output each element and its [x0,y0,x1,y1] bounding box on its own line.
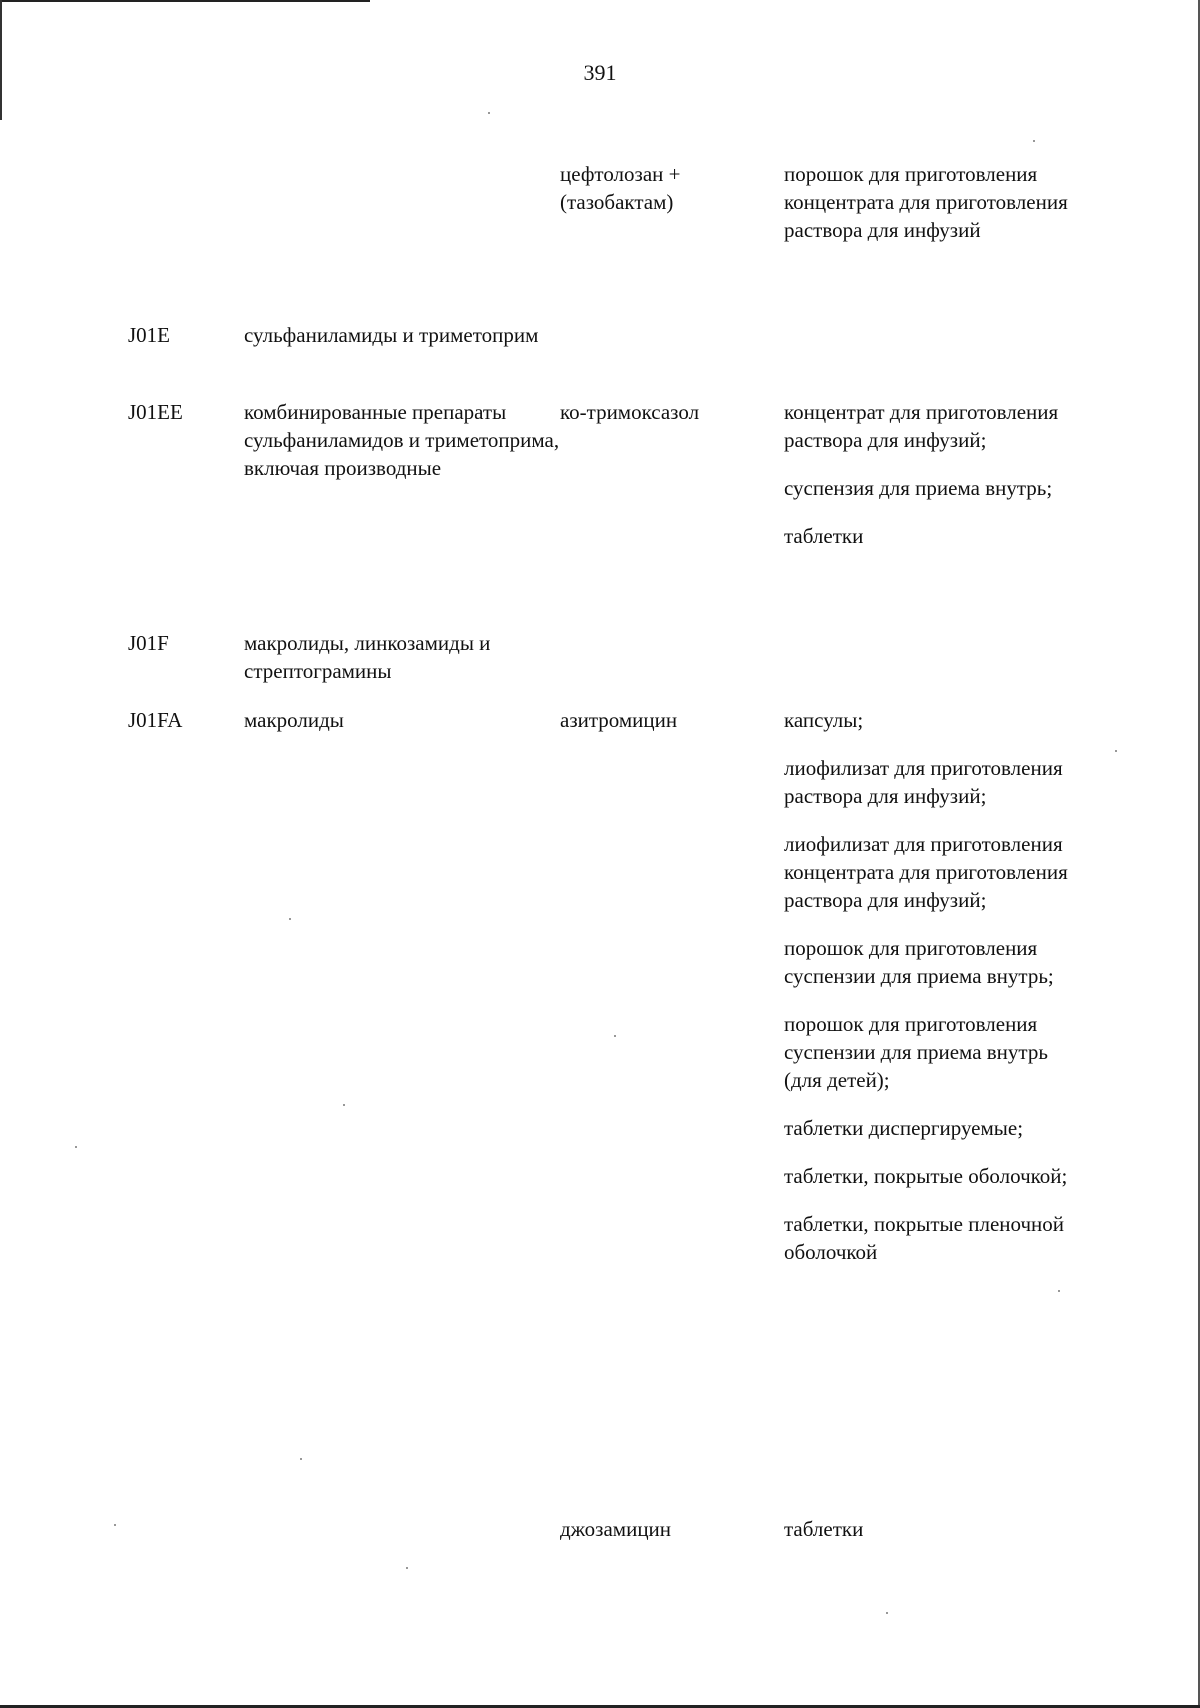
atc-group: макролиды, линкозамиды и стрептограмины [244,631,491,683]
scan-speck [1115,750,1117,752]
dosage-form-item: таблетки диспергируемые; [784,1116,1024,1140]
page-number: 391 [583,60,617,85]
dosage-form-item: лиофилизат для приготовления концентрата для приготовления раствора для инфузий; [784,832,1068,912]
scan-speck [300,1458,302,1460]
scan-speck [1033,140,1035,142]
scan-speck [614,1035,616,1037]
scan-speck [114,1524,116,1526]
atc-code: J01EE [128,400,183,424]
atc-group: макролиды [244,708,344,732]
dosage-form-item: таблетки, покрытые пленочной оболочкой [784,1212,1065,1264]
drug-name: джозамицин [560,1517,672,1541]
atc-code: J01FA [128,708,183,732]
atc-code: J01E [128,323,170,347]
drug-name: цефтолозан + (тазобактам) [560,162,681,214]
dosage-form-item: лиофилизат для приготовления раствора для инфузий; [784,756,1063,808]
dosage-forms [784,160,1084,244]
dosage-form-item: концентрат для приготовления раствора для инфузий; [784,400,1059,452]
scan-speck [289,918,291,920]
dosage-forms [784,398,1084,550]
scan-speck [488,112,490,114]
scan-speck [1058,1290,1060,1292]
scan-speck [406,1567,408,1569]
drug-name: ко-тримоксазол [560,400,700,424]
dosage-forms [784,1515,1084,1543]
atc-group: комбинированные препараты сульфаниламидов и триметоприма, включая производные [244,400,560,480]
drug-name: азитромицин [560,708,678,732]
atc-code: J01F [128,631,169,655]
dosage-form-item: порошок для приготовления концентрата для приготовления раствора для инфузий [784,162,1068,242]
scan-speck [886,1612,888,1614]
dosage-form-item: таблетки [784,524,864,548]
atc-group: сульфаниламиды и триметоприм [244,323,539,347]
dosage-forms [784,706,1084,1266]
dosage-form-item: капсулы; [784,708,864,732]
scan-speck [75,1146,77,1148]
dosage-form-item: порошок для приготовления суспензии для приема внутрь (для детей); [784,1012,1048,1092]
scan-edge-top [0,0,370,2]
scan-speck [343,1104,345,1106]
dosage-form-item: порошок для приготовления суспензии для приема внутрь; [784,936,1054,988]
dosage-form-item: таблетки, покрытые оболочкой; [784,1164,1068,1188]
dosage-form-item: таблетки [784,1517,864,1541]
dosage-form-item: суспензия для приема внутрь; [784,476,1053,500]
